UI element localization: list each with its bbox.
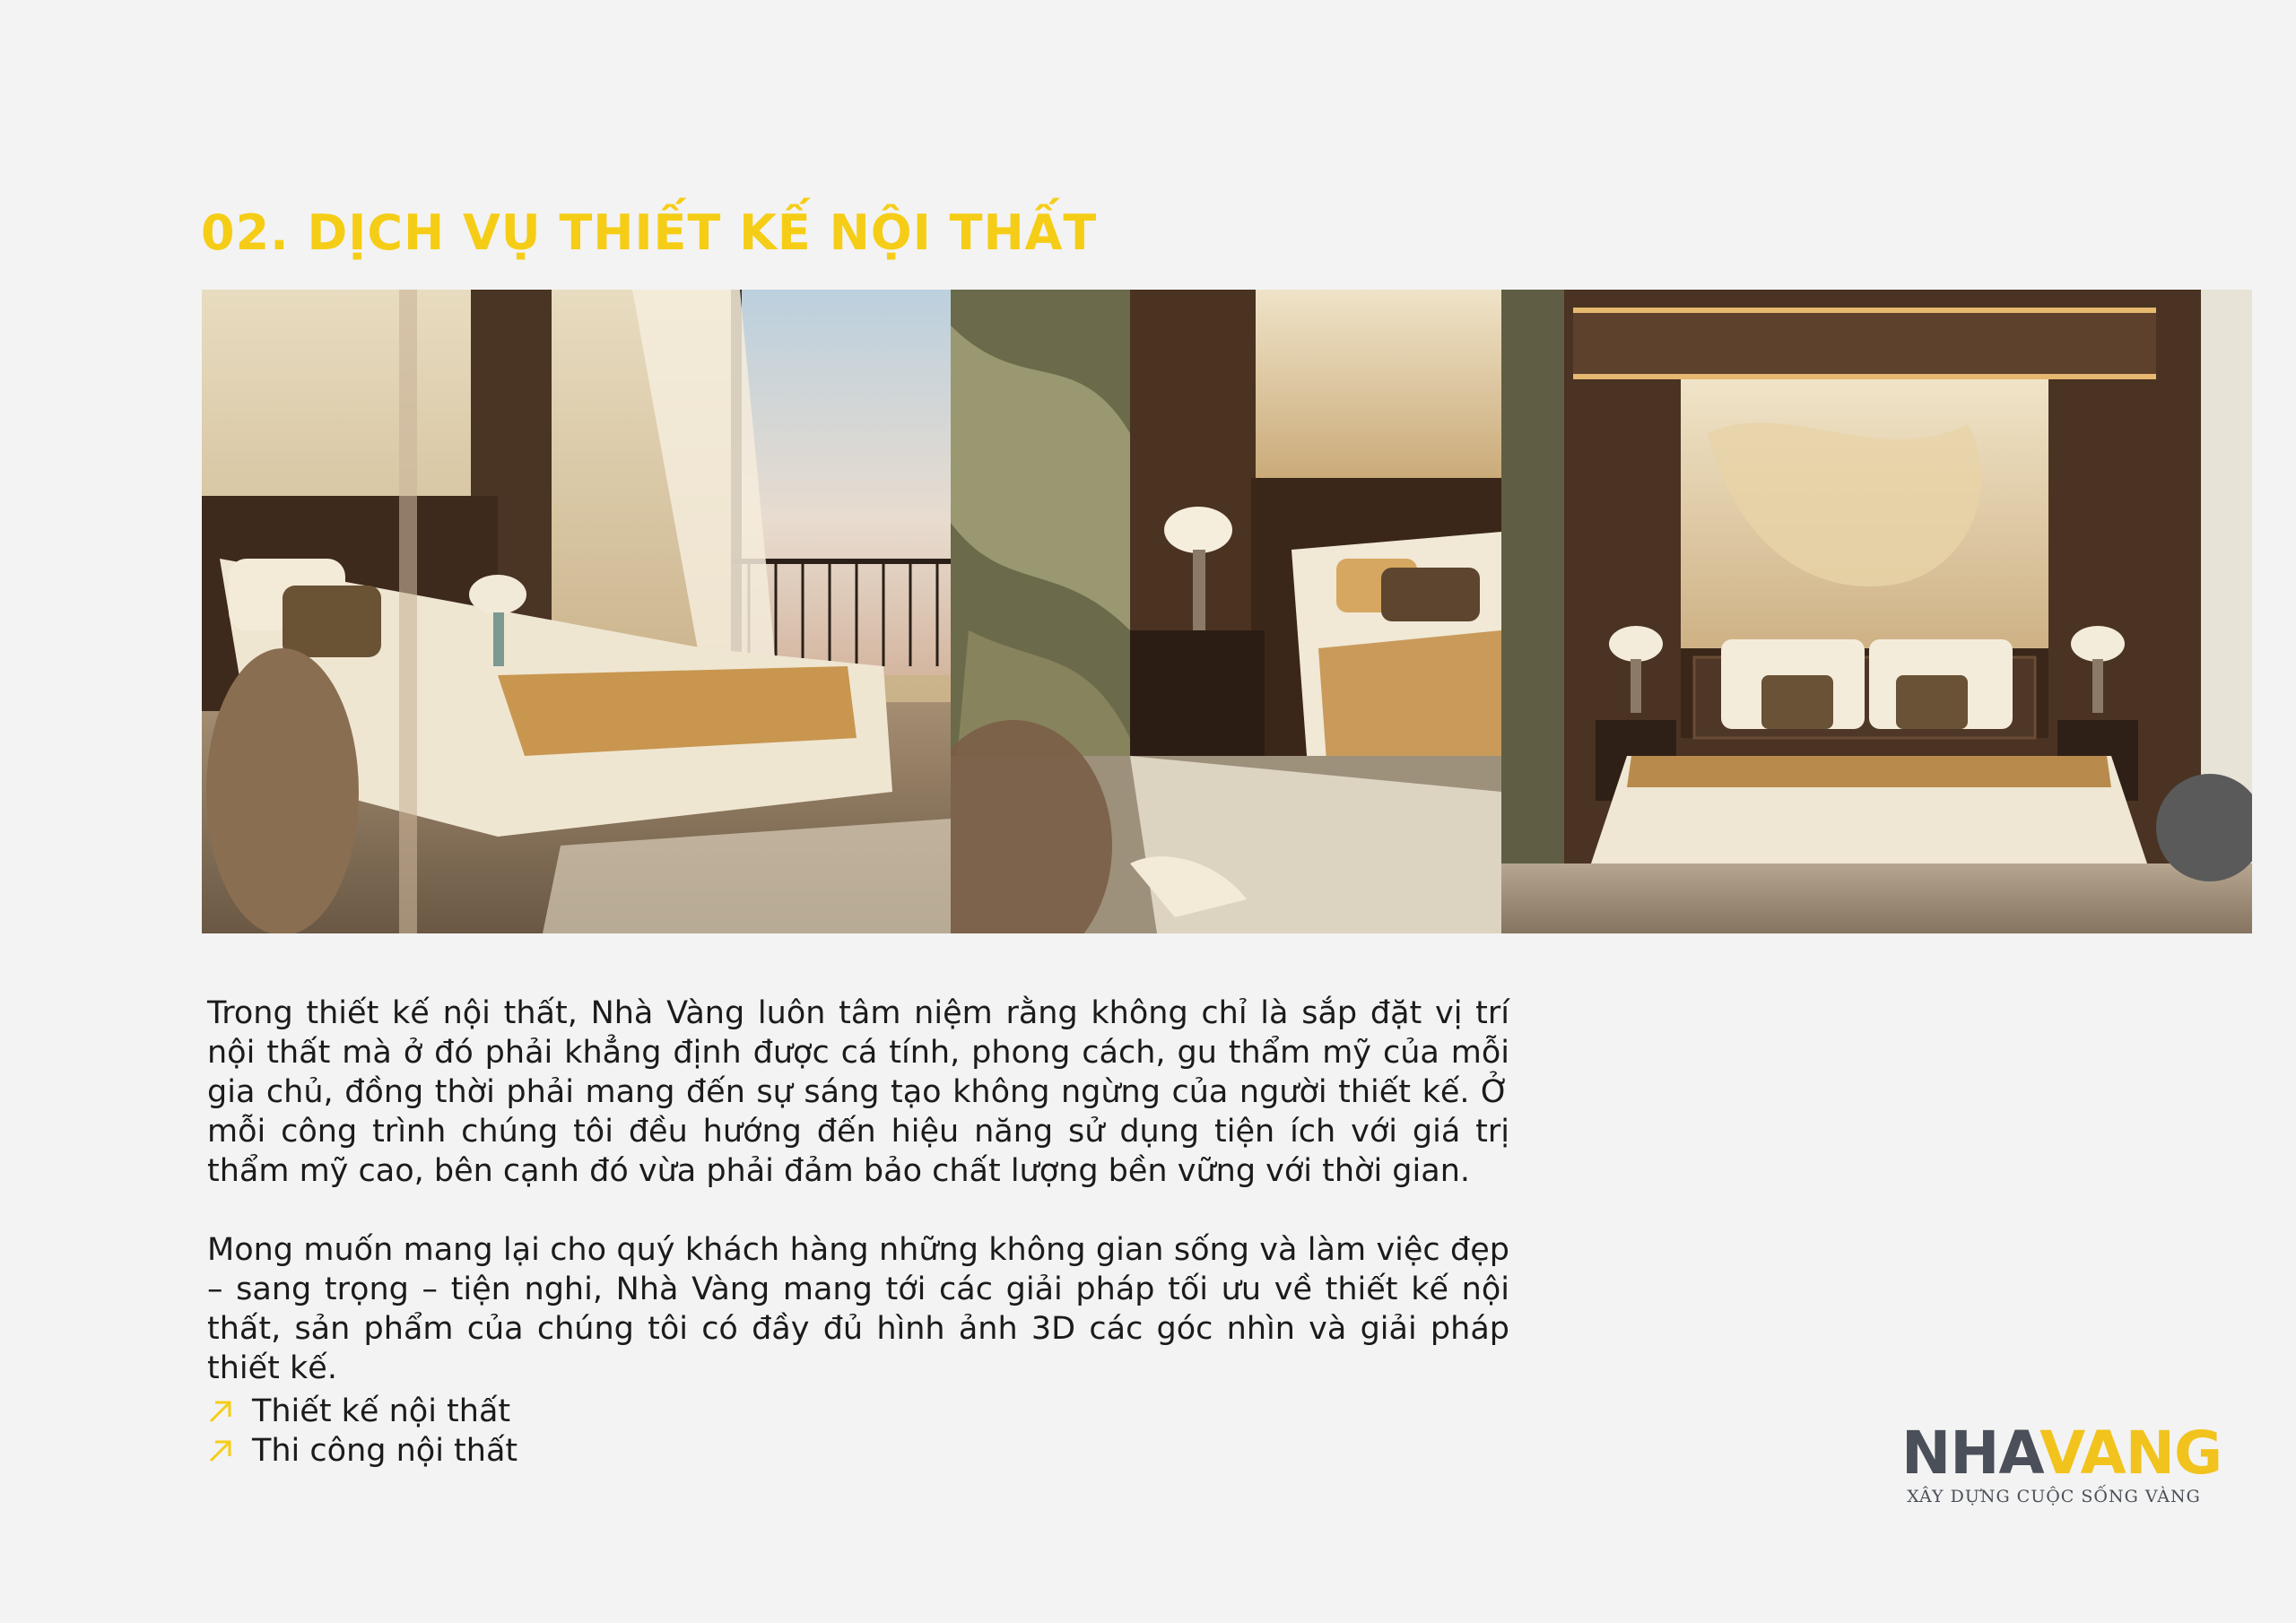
arrow-up-right-icon (207, 1398, 234, 1425)
company-logo (1901, 1419, 2222, 1506)
bedroom-front-view-photo (1501, 290, 2252, 933)
list-item-label: Thiết kế nội thất (252, 1393, 511, 1429)
bedside-closeup-photo (951, 290, 1501, 933)
logo-tagline: XÂY DỰNG CUỘC SỐNG VÀNG (1907, 1487, 2201, 1506)
logo-wordmark: NHAVANG (1901, 1419, 2222, 1488)
photo-gallery (202, 290, 2252, 933)
paragraph-2: Mong muốn mang lại cho quý khách hàng những không gian sống và làm việc đẹp – sang trọng – tiện nghi, Nhà Vàng mang tới các giải pháp tối ưu về thiết kế nội thất, sản phẩm của chúng tôi có đầy đủ hình ảnh 3D các góc nhìn và giải pháp thiết kế. (207, 1232, 1509, 1386)
service-list (207, 1392, 1509, 1471)
arrow-up-right-icon (207, 1437, 234, 1464)
list-item (207, 1392, 1509, 1431)
bedroom-side-view-photo (202, 290, 951, 933)
list-item-label: Thi công nội thất (252, 1433, 518, 1469)
list-item (207, 1431, 1509, 1471)
description-text (207, 994, 1509, 1471)
page-title: 02. DỊCH VỤ THIẾT KẾ NỘI THẤT (201, 204, 1098, 261)
paragraph-1: Trong thiết kế nội thất, Nhà Vàng luôn tâm niệm rằng không chỉ là sắp đặt vị trí nội thất mà ở đó phải khẳng định được cá tính, phong cách, gu thẩm mỹ của mỗi gia chủ, đồng thời phải mang đến sự sáng tạo không ngừng của người thiết kế. Ở mỗi công trình chúng tôi đều hướng đến hiệu năng sử dụng tiện ích với giá trị thẩm mỹ cao, bên cạnh đó vừa phải đảm bảo chất lượng bền vững với thời gian. (207, 995, 1509, 1189)
